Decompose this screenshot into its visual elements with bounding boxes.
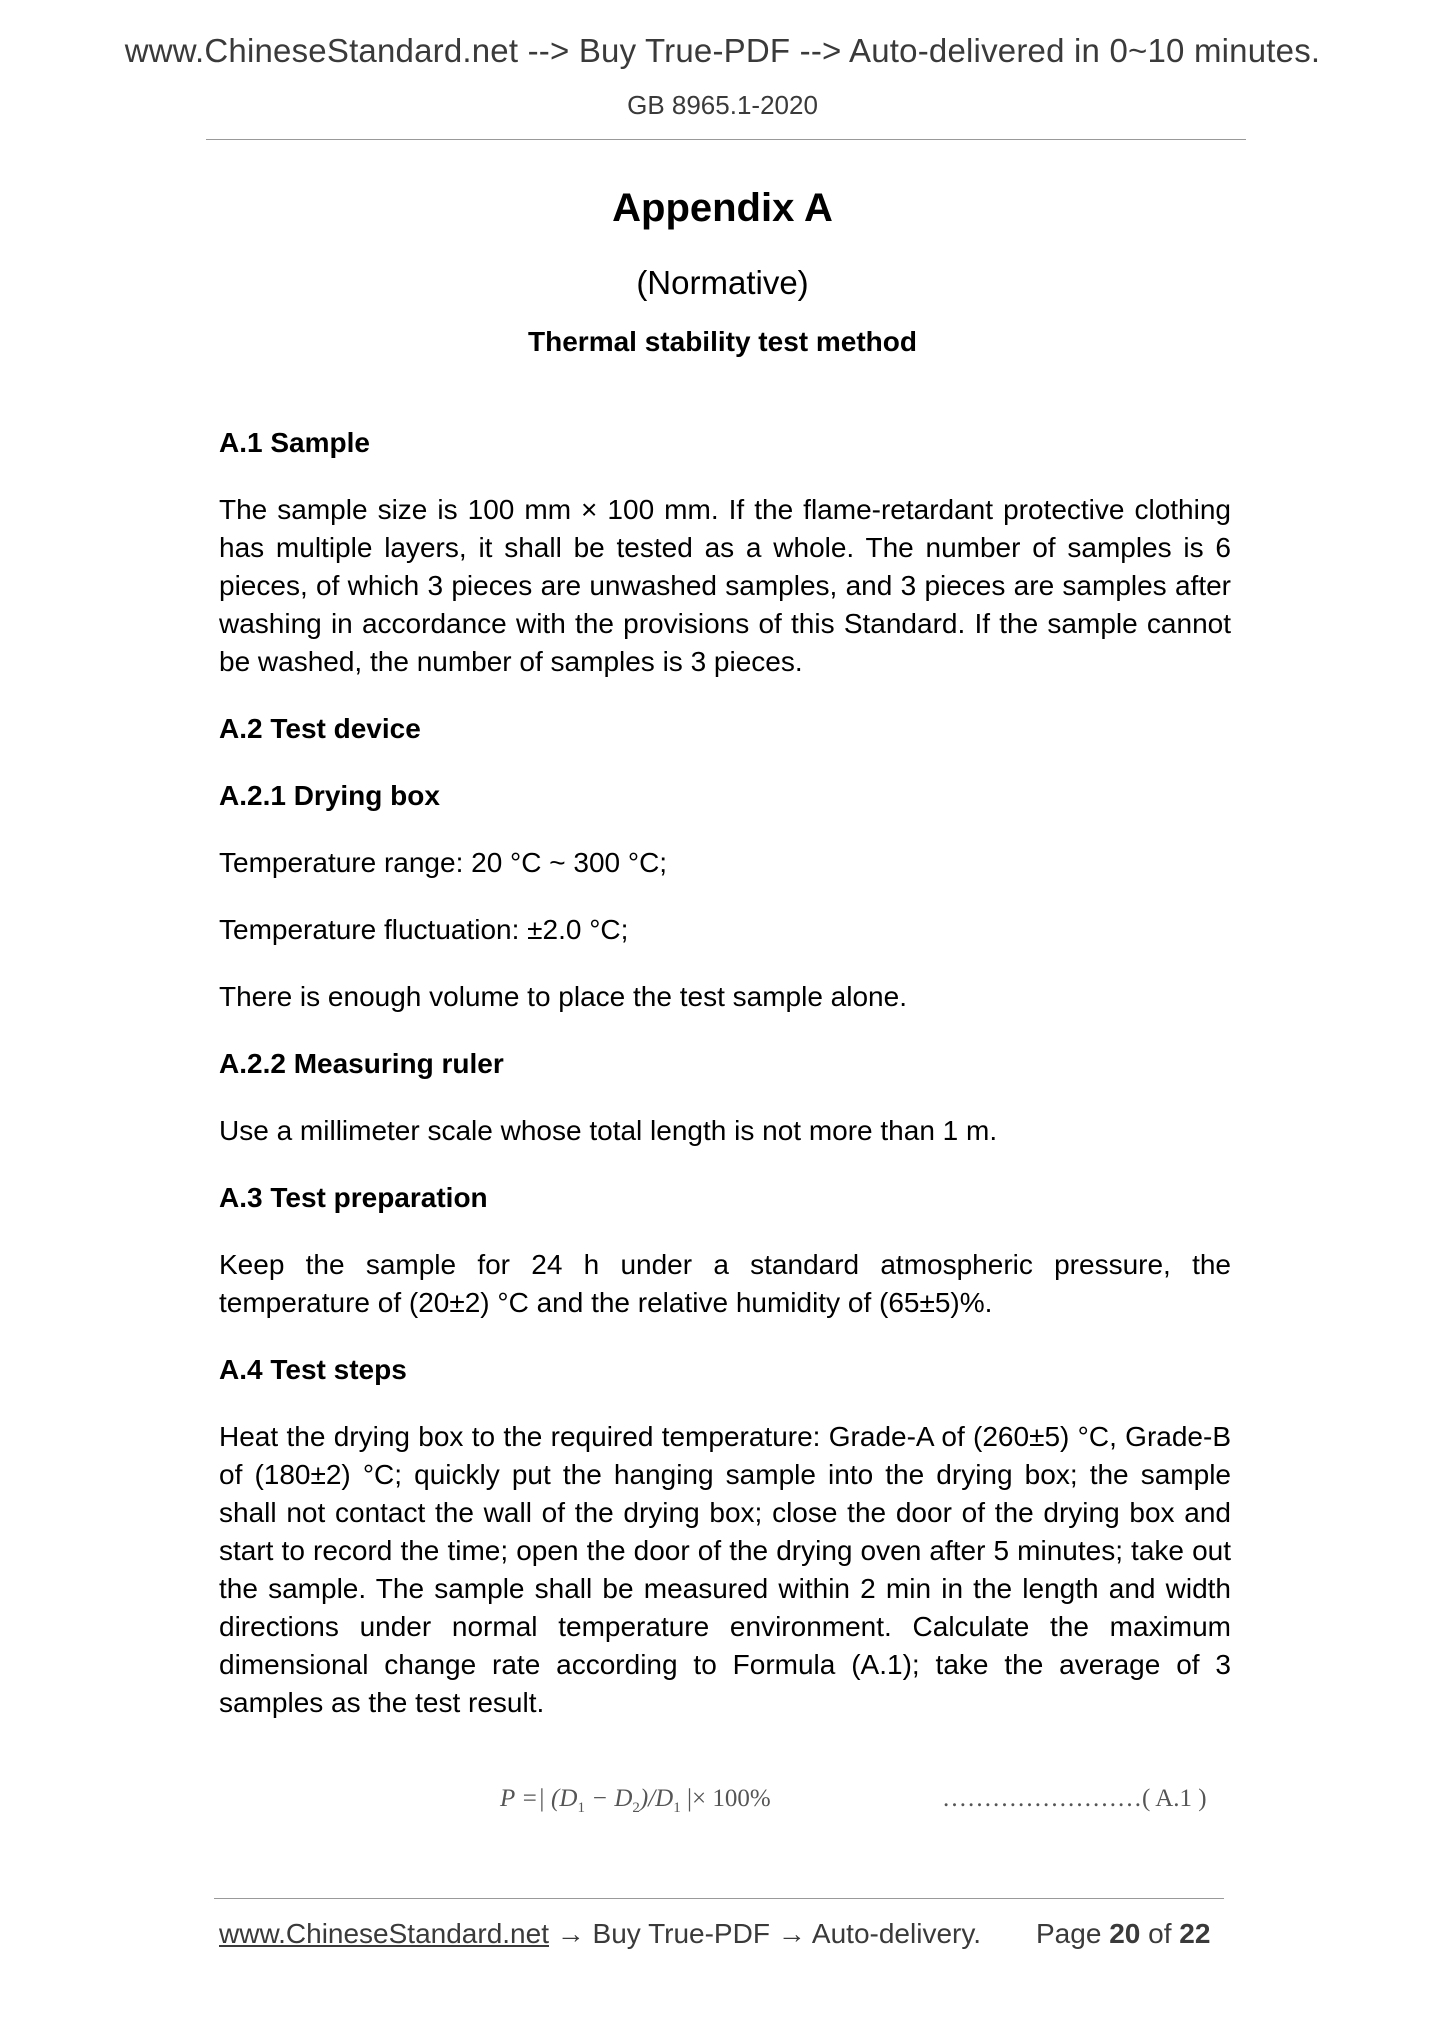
of-label: of [1148,1918,1172,1949]
section-heading-a21: A.2.1 Drying box [219,780,440,811]
page-label: Page [1036,1918,1102,1949]
paragraph-a21-line3: There is enough volume to place the test sample alone. [219,981,907,1012]
section-heading-a22: A.2.2 Measuring ruler [219,1048,504,1079]
section-heading-a4: A.4 Test steps [219,1354,407,1385]
formula-sub1: 1 [577,1800,585,1816]
formula-a1 [500,1785,771,1817]
formula-minus: − D [584,1785,633,1812]
formula-rhs: |× 100% [680,1785,771,1812]
section-heading-a3: A.3 Test preparation [219,1182,488,1213]
document-body [219,424,1231,1722]
section-heading-a1: A.1 Sample [219,427,370,458]
header-divider [206,139,1246,140]
footer-left [219,1918,981,1950]
paragraph-a22: Use a millimeter scale whose total length is not more than 1 m. [219,1115,998,1146]
formula-number: ……………………( A.1 ) [942,1785,1207,1812]
paragraph-a4: Heat the drying box to the required temperature: Grade-A of (260±5) °C, Grade-B of (180±2) °C; quickly put the hanging sample into the drying box; the sample shall not contact the wall of the drying box; close the door of the drying box and start to record the time; open the door of the drying oven after 5 minutes; take out the sample. The sample shall be measured within 2 min in the length and width directions under normal temperature environment. Calculate the maximum dimensional change rate according to Formula (A.1); take the average of 3 samples as the test result. [219,1421,1231,1718]
formula-sub3: 1 [673,1800,681,1816]
appendix-name: Thermal stability test method [528,326,917,357]
page-total: 22 [1179,1918,1211,1949]
paragraph-a3: Keep the sample for 24 h under a standard atmospheric pressure, the temperature of (20±2) °C and the relative humidity of (65±5)%. [219,1249,1231,1318]
paragraph-a21-line1: Temperature range: 20 °C ~ 300 °C; [219,847,668,878]
footer-divider [214,1898,1224,1899]
appendix-title: Appendix A [612,186,833,230]
top-banner: www.ChineseStandard.net --> Buy True-PDF --> Auto-delivered in 0~10 minutes. [124,32,1321,69]
paragraph-a1: The sample size is 100 mm × 100 mm. If the flame-retardant protective clothing has multiple layers, it shall be tested as a whole. The number of samples is 6 pieces, of which 3 pieces are unwashed samples, and 3 pieces are samples after washing in accordance with the provisions of this Standard. If the sample cannot be washed, the number of samples is 3 pieces. [219,494,1231,677]
page-indicator [1036,1918,1210,1950]
formula-lhs: P =| (D [500,1785,578,1812]
footer-site-link[interactable]: www.ChineseStandard.net [219,1918,549,1949]
paragraph-a21-line2: Temperature fluctuation: ±2.0 °C; [219,914,629,945]
formula-sub2: 2 [632,1800,640,1816]
section-heading-a2: A.2 Test device [219,713,421,744]
page-current: 20 [1109,1918,1141,1949]
formula-div: )/D [639,1785,674,1812]
footer-text: → Buy True-PDF → Auto-delivery. [548,1918,982,1949]
standard-code: GB 8965.1-2020 [627,90,818,120]
appendix-subtitle: (Normative) [636,264,809,301]
